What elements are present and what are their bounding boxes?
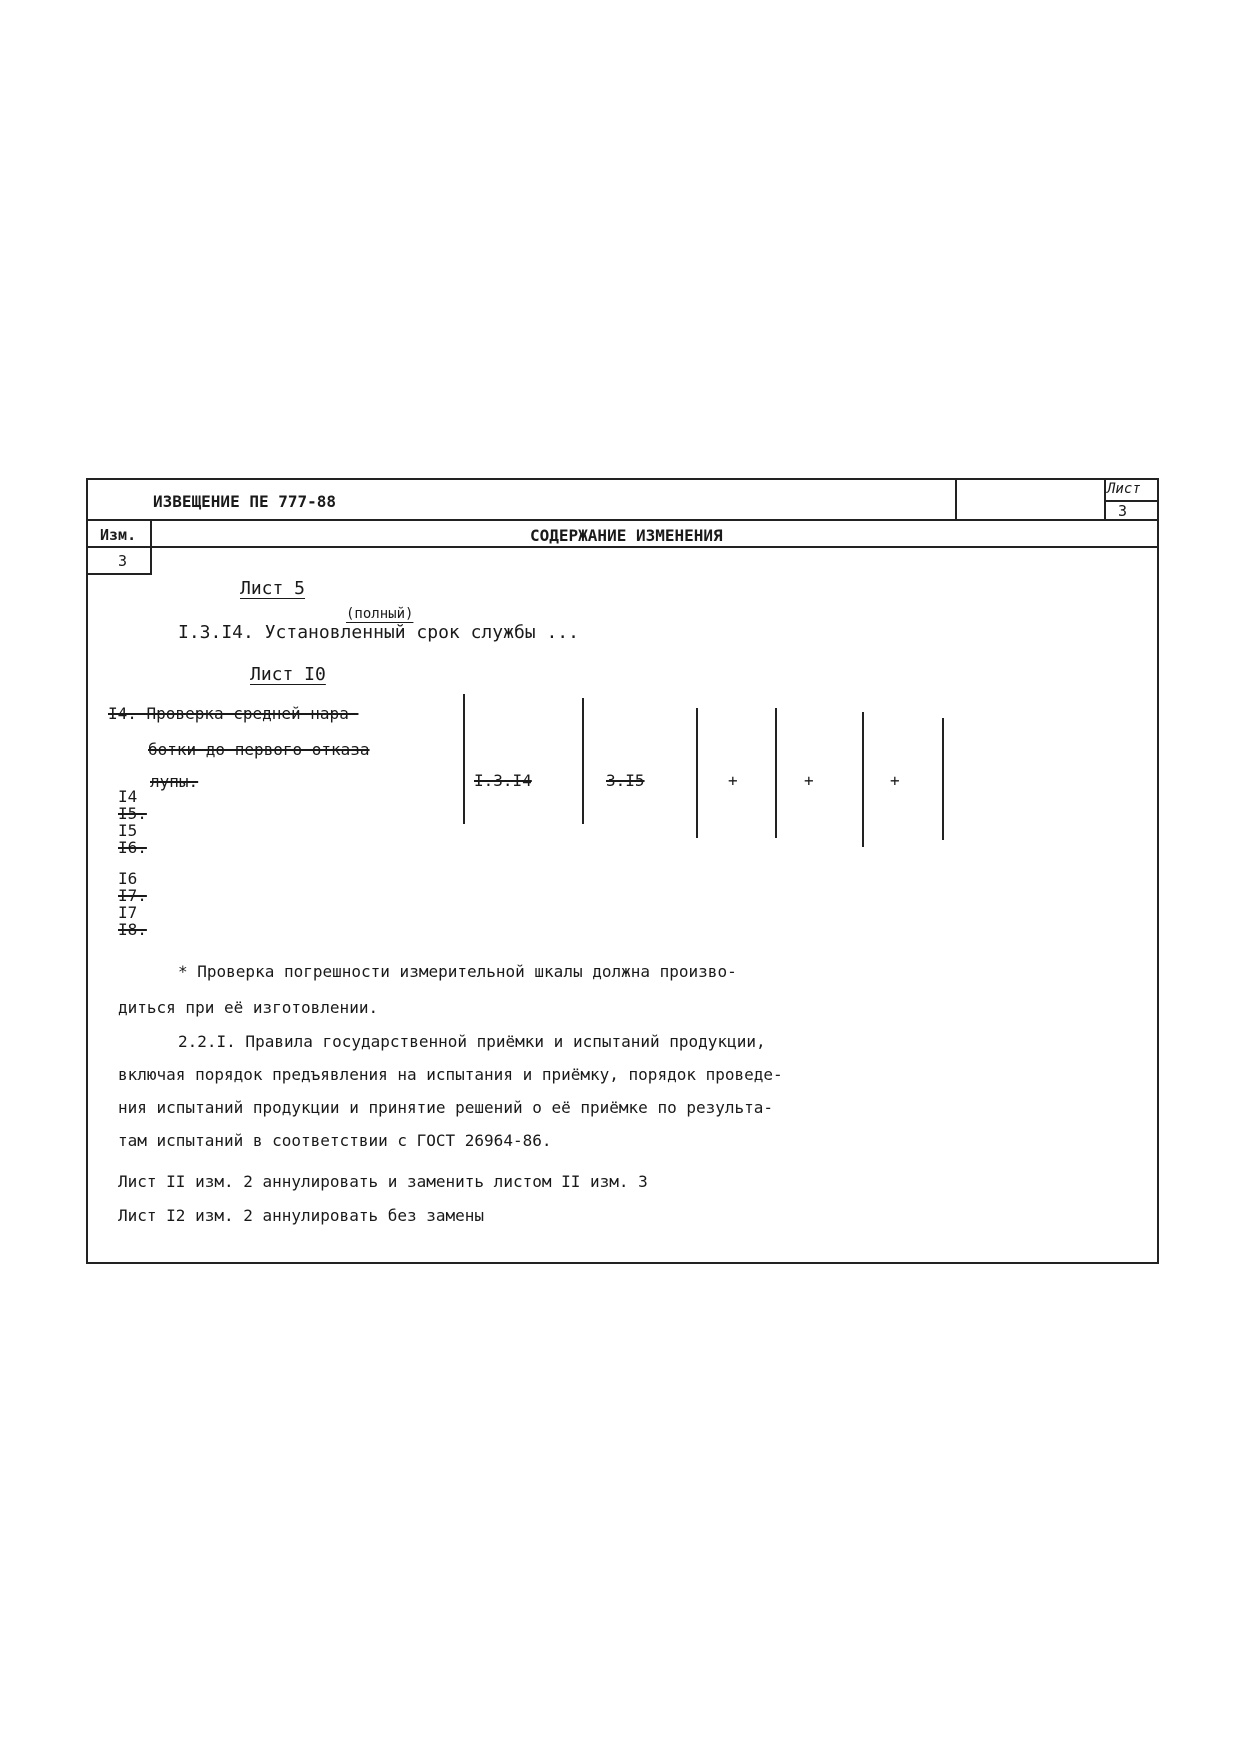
table-cell-mark-3: +: [890, 771, 900, 790]
sheet10-heading: Лист I0: [250, 664, 326, 685]
renumber-new-16: I6: [118, 869, 138, 888]
table-rule-3: [696, 708, 698, 838]
struck-item-line-3: лупы.: [150, 772, 199, 791]
footnote-line-1: * Проверка погрешности измерительной шкалы должна произво-: [178, 962, 737, 981]
content-title: СОДЕРЖАНИЕ ИЗМЕНЕНИЯ: [530, 526, 723, 545]
table-rule-6: [942, 718, 944, 840]
table-cell-old-clause: 3.I5: [606, 771, 645, 790]
struck-item-line-2: ботки до первого отказа: [148, 740, 370, 759]
table-cell-mark-2: +: [804, 771, 814, 790]
header-divider: [86, 519, 1159, 521]
footnote-line-2: диться при её изготовлении.: [118, 998, 379, 1017]
renumber-group-2: [118, 870, 147, 938]
table-rule-5: [862, 712, 864, 847]
sheet5-heading: Лист 5: [240, 578, 306, 599]
table-rule-2: [582, 698, 584, 824]
renumber-new-17: I7: [118, 903, 138, 922]
change-col-divider: [150, 519, 152, 574]
clause-2-2-1-line-4: там испытаний в соответствии с ГОСТ 26964-86.: [118, 1131, 552, 1150]
struck-item-line-1: I4. Проверка средней нара-: [108, 704, 359, 723]
clause-2-2-1-line-2: включая порядок предъявления на испытания и приёмку, порядок проведе-: [118, 1065, 783, 1084]
clause-2-2-1-line-1: 2.2.I. Правила государственной приёмки и испытаний продукции,: [178, 1032, 766, 1051]
renumber-old-16: I6.: [118, 838, 147, 857]
renumber-new-14: I4: [118, 787, 138, 806]
clause-1-3-14: I.3.I4. Установленный срок службы ...: [178, 622, 579, 643]
renumber-group-1: [118, 788, 147, 856]
change-label: Изм.: [100, 526, 137, 544]
table-cell-clause: I.3.I4: [474, 771, 532, 790]
header-col-divider-1: [955, 478, 957, 519]
renumber-old-17: I7.: [118, 886, 147, 905]
table-rule-1: [463, 694, 465, 824]
renumber-old-18: I8.: [118, 920, 147, 939]
clause-2-2-1-line-3: ния испытаний продукции и принятие решений о её приёмке по результа-: [118, 1098, 774, 1117]
notice-title: ИЗВЕЩЕНИЕ ПЕ 777-88: [153, 492, 337, 511]
sheet-number: 3: [1118, 502, 1128, 520]
annul-line-2: Лист I2 изм. 2 аннулировать без замены: [118, 1206, 485, 1225]
title-row-divider: [86, 546, 1159, 548]
header-col-divider-2: [1104, 478, 1106, 519]
annul-line-1: Лист II изм. 2 аннулировать и заменить листом II изм. 3: [118, 1172, 648, 1191]
sheet-label: Лист: [1107, 481, 1141, 497]
insert-word: (полный): [346, 606, 414, 622]
sheet-box-divider: [1104, 500, 1159, 502]
table-rule-4: [775, 708, 777, 838]
change-number: 3: [118, 552, 128, 570]
table-cell-mark-1: +: [728, 771, 738, 790]
renumber-old-15: I5.: [118, 804, 147, 823]
renumber-new-15: I5: [118, 821, 138, 840]
change-box-bottom: [86, 573, 152, 575]
